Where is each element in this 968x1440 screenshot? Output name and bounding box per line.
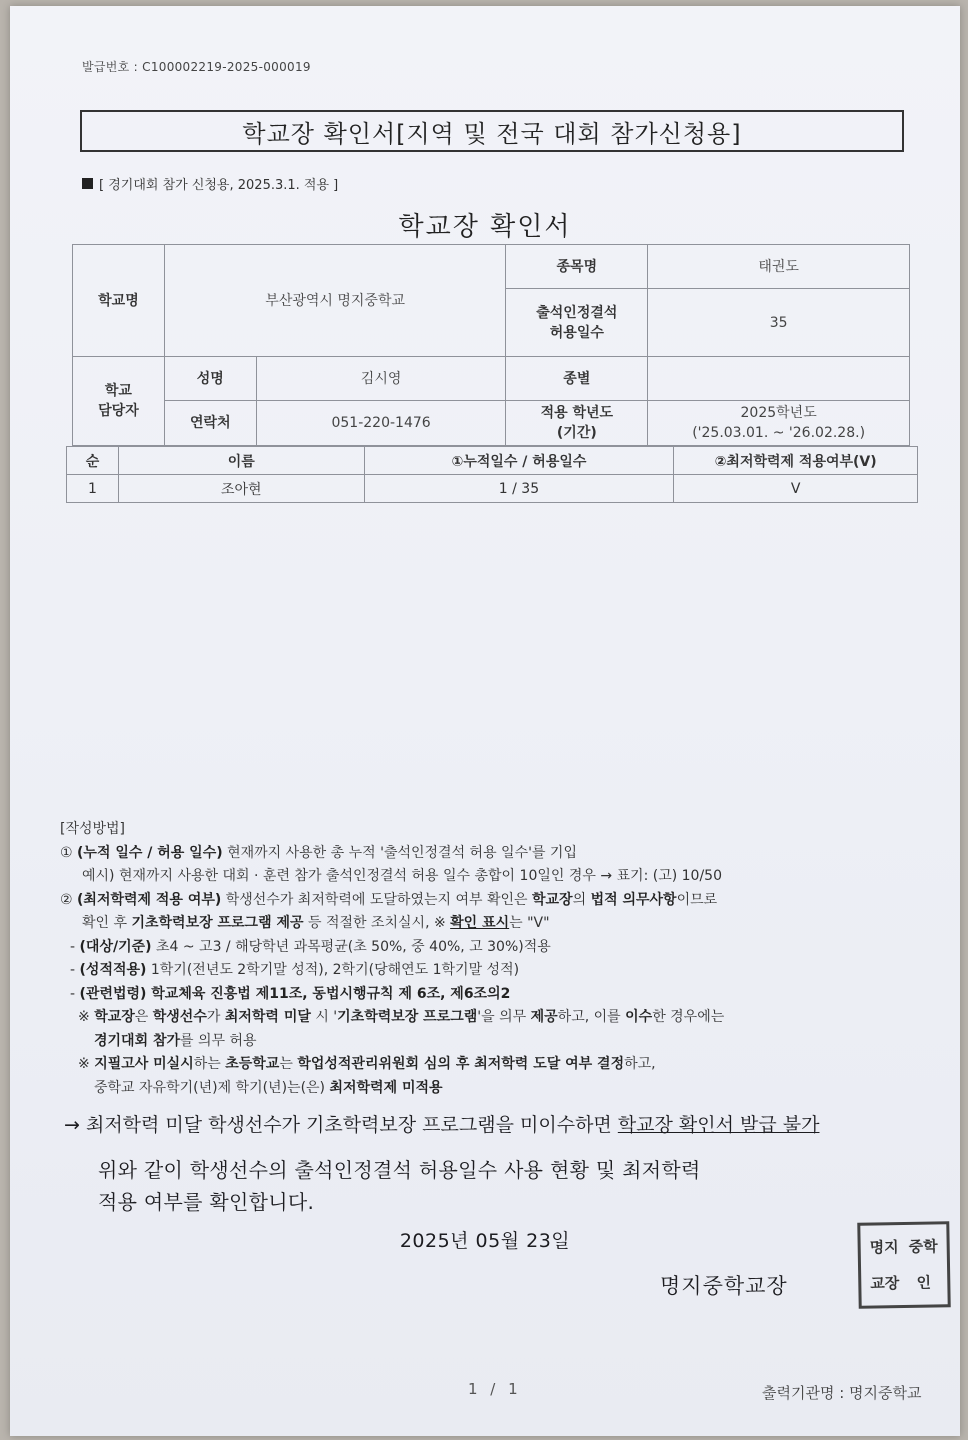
year-value-line1: 2025학년도 bbox=[740, 405, 817, 421]
year-label-line1: 적용 학년도 bbox=[540, 405, 614, 421]
row-name: 조아현 bbox=[118, 475, 364, 503]
guide-line-2: 예시) 현재까지 사용한 대회 · 훈련 참가 출석인정결석 허용 일수 총합이 10일인 경우 → 표기: (고) 10/50 bbox=[82, 868, 722, 884]
guide-line-5: - (대상/기준) 초4 ~ 고3 / 해당학년 과목평균(초 50%, 중 40%, 고 30%)적용 bbox=[70, 938, 551, 955]
category-label: 종별 bbox=[506, 357, 648, 401]
principal-name: 명지중학교장 bbox=[660, 1274, 788, 1298]
row-days: 1 / 35 bbox=[364, 475, 674, 503]
subtitle bbox=[82, 174, 338, 193]
manager-label-line2: 담당자 bbox=[98, 403, 139, 419]
absence-value: 35 bbox=[648, 289, 910, 357]
page-heading: 학교장 확인서 bbox=[398, 212, 572, 242]
year-label-line2: (기간) bbox=[556, 425, 597, 441]
guide-line-9: 경기대회 참가를 의무 허용 bbox=[94, 1032, 257, 1049]
row-order: 1 bbox=[67, 475, 119, 503]
absence-label-line2: 허용일수 bbox=[549, 324, 604, 341]
contact-label: 연락처 bbox=[164, 401, 256, 446]
year-label bbox=[506, 401, 648, 446]
header-min-academic: ②최저학력제 적용여부(V) bbox=[674, 447, 918, 475]
sport-label: 종목명 bbox=[506, 245, 648, 289]
issue-date: 2025년 05월 23일 bbox=[399, 1230, 571, 1252]
manager-label-line1: 학교 bbox=[104, 383, 132, 399]
subtitle-text: [ 경기대회 참가 신청용, 2025.3.1. 적용 ] bbox=[99, 178, 339, 193]
official-seal-icon: 명지 중학 교장 인 bbox=[857, 1221, 950, 1309]
info-table bbox=[72, 244, 910, 446]
guide-line-6: - (성적적용) 1학기(전년도 2학기말 성적), 2학기(당해연도 1학기말 성적) bbox=[70, 962, 520, 978]
document-page bbox=[10, 6, 960, 1436]
header-order: 순 bbox=[67, 447, 119, 475]
absence-label bbox=[506, 289, 648, 357]
printing-institution: 출력기관명 : 명지중학교 bbox=[762, 1384, 922, 1402]
confirmation-line-1: 위와 같이 학생선수의 출석인정결석 허용일수 사용 현황 및 최저학력 bbox=[98, 1158, 701, 1182]
manager-label bbox=[73, 357, 165, 446]
year-value bbox=[648, 401, 910, 446]
page-number: 1 / 1 bbox=[468, 1380, 522, 1398]
header-days: ①누적일수 / 허용일수 bbox=[364, 447, 674, 475]
document-title: 학교장 확인서[지역 및 전국 대회 참가신청용] bbox=[80, 110, 904, 152]
category-value bbox=[648, 357, 910, 401]
guide-title: [작성방법] bbox=[60, 821, 126, 837]
school-name: 부산광역시 명지중학교 bbox=[164, 245, 506, 357]
school-label: 학교명 bbox=[73, 245, 165, 357]
list-header-row bbox=[67, 447, 918, 475]
writing-guide bbox=[60, 818, 940, 1100]
row-min-academic: V bbox=[674, 475, 918, 503]
square-bullet-icon bbox=[82, 178, 93, 189]
absence-label-line1: 출석인정결석 bbox=[536, 304, 618, 321]
name-label: 성명 bbox=[164, 357, 256, 401]
warning-line: → 최저학력 미달 학생선수가 기초학력보장 프로그램을 미이수하면 학교장 확인서 발급 불가 bbox=[64, 1114, 820, 1136]
confirmation-line-2: 적용 여부를 확인합니다. bbox=[98, 1190, 315, 1214]
guide-line-11: 중학교 자유학기(년)제 학기(년)는(은) 최저학력제 미적용 bbox=[94, 1079, 443, 1096]
guide-line-3: ② (최저학력제 적용 여부) 학생선수가 최저학력에 도달하였는지 여부 확인은 학교장의 법적 의무사항이므로 bbox=[60, 891, 718, 908]
sport-value: 태권도 bbox=[648, 245, 910, 289]
year-value-line2: ('25.03.01. ~ '26.02.28.) bbox=[692, 425, 866, 441]
name-value: 김시영 bbox=[256, 357, 506, 401]
guide-line-10: ※ 지필고사 미실시하는 초등학교는 학업성적관리위원회 심의 후 최저학력 도달 여부 결정하고, bbox=[78, 1056, 656, 1072]
student-list-table bbox=[66, 446, 918, 503]
table-row bbox=[67, 475, 918, 503]
issue-number: 발급번호 : C100002219-2025-000019 bbox=[82, 60, 311, 74]
confirmation-statement bbox=[98, 1154, 701, 1218]
guide-line-7: - (관련법령) 학교체육 진흥법 제11조, 동법시행규칙 제 6조, 제6조의2 bbox=[70, 985, 511, 1002]
guide-line-4: 확인 후 기초학력보장 프로그램 제공 등 적절한 조치실시, ※ 확인 표시는 "V" bbox=[82, 915, 550, 931]
guide-line-8: ※ 학교장은 학생선수가 최저학력 미달 시 '기초학력보장 프로그램'을 의무 제공하고, 이를 이수한 경우에는 bbox=[78, 1009, 725, 1025]
header-name: 이름 bbox=[118, 447, 364, 475]
guide-line-1: ① (누적 일수 / 허용 일수) 현재까지 사용한 총 누적 '출석인정결석 허용 일수'를 기입 bbox=[60, 844, 577, 861]
contact-value: 051-220-1476 bbox=[256, 401, 506, 446]
